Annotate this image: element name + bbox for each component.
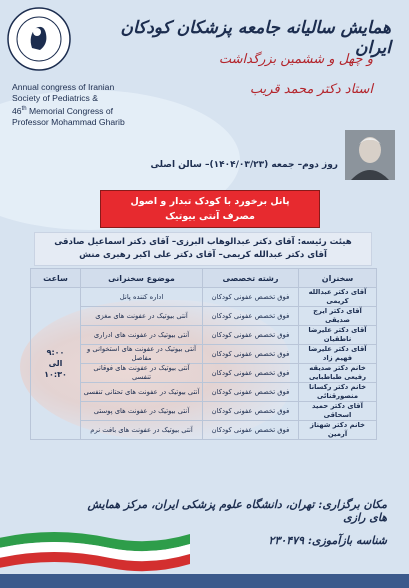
topic-cell: آنتی بیوتیک در عفونت های مغزی bbox=[81, 307, 203, 326]
table-row bbox=[31, 364, 377, 383]
table-row bbox=[31, 326, 377, 345]
topic-cell: آنتی بیوتیک در عفونت های بافت نرم bbox=[81, 421, 203, 440]
congress-title: همایش سالیانه جامعه پزشکان کودکان ایران bbox=[120, 18, 391, 58]
speaker-cell: آقای دکتر عبدالله کریمی bbox=[299, 288, 377, 307]
speaker-cell: آقای دکتر علیرضا ناطقیان bbox=[299, 326, 377, 345]
specialty-cell: فوق تخصص عفونی کودکان bbox=[203, 402, 299, 421]
venue-text: مکان برگزاری: تهران، دانشگاه علوم پزشکی ایران، مرکز همایش های رازی bbox=[87, 498, 387, 524]
topic-cell: آنتی بیوتیک در عفونت های ادراری bbox=[81, 326, 203, 345]
table-row bbox=[31, 288, 377, 307]
schedule-table-wrapper bbox=[30, 268, 376, 440]
specialty-cell: فوق تخصص عفونی کودکان bbox=[203, 307, 299, 326]
session-day: روز دوم– جمعه (۱۴۰۴/۰۳/۲۳)– سالن اصلی bbox=[150, 160, 338, 170]
table-row bbox=[31, 402, 377, 421]
specialty-cell: فوق تخصص عفونی کودکان bbox=[203, 326, 299, 345]
topic-cell: آنتی بیوتیک در عفونت های استخوانی و مفاصل bbox=[81, 345, 203, 364]
retraining-code: شناسه بازآموزی: ۲۳۰۴۷۹ bbox=[268, 534, 387, 547]
bottom-bar bbox=[0, 574, 409, 588]
specialty-cell: فوق تخصص عفونی کودکان bbox=[203, 288, 299, 307]
header-speakers: سخنران bbox=[299, 269, 377, 288]
professor-portrait bbox=[345, 130, 395, 180]
topic-cell: آنتی بیوتیک در عفونت های پوستی bbox=[81, 402, 203, 421]
speaker-cell: آقای دکتر علیرضا فهیم زاد bbox=[299, 345, 377, 364]
speaker-cell: آقای دکتر حمید اسحاقی bbox=[299, 402, 377, 421]
specialty-cell: فوق تخصص عفونی کودکان bbox=[203, 364, 299, 383]
speaker-cell: خانم دکتر صدیقه رفیعی طباطبایی bbox=[299, 364, 377, 383]
memorial-subtitle: و چهل و ششمین بزرگداشت bbox=[218, 52, 373, 67]
header-specialty: رشته تخصصی bbox=[203, 269, 299, 288]
table-row bbox=[31, 421, 377, 440]
specialty-cell: فوق تخصص عفونی کودکان bbox=[203, 383, 299, 402]
english-title: Annual congress of Iranian Society of Pediatrics & 46th Memorial Congress of Professor Mohammad Gharib bbox=[12, 82, 125, 127]
topic-cell: آنتی بیوتیک در عفونت های فوقانی تنفسی bbox=[81, 364, 203, 383]
society-logo bbox=[6, 6, 72, 72]
topic-cell: آنتی بیوتیک در عفونت های تحتانی تنفسی bbox=[81, 383, 203, 402]
table-header-row bbox=[31, 269, 377, 288]
header-time: ساعت bbox=[31, 269, 81, 288]
table-row bbox=[31, 345, 377, 364]
header-topic: موضوع سخنرانی bbox=[81, 269, 203, 288]
speaker-cell: آقای دکتر ایرج صدیقی bbox=[299, 307, 377, 326]
iran-flag-ribbon bbox=[0, 520, 190, 580]
topic-cell: اداره کننده پانل bbox=[81, 288, 203, 307]
panel-title: پانل برخورد با کودک تبدار و اصول مصرف آنتی بیوتیک bbox=[100, 190, 320, 228]
speaker-cell: خانم دکتر رکسانا منصورقنائی bbox=[299, 383, 377, 402]
specialty-cell: فوق تخصص عفونی کودکان bbox=[203, 421, 299, 440]
table-row bbox=[31, 383, 377, 402]
professor-name: استاد دکتر محمد قریب bbox=[249, 82, 373, 97]
presiding-board: هیئت رئیسه: آقای دکتر عبدالوهاب البرزی– آقای دکتر اسماعیل صادقی آقای دکتر عبدالله کریمی– آقای دکتر علی اکبر رهبری منش bbox=[34, 232, 372, 266]
specialty-cell: فوق تخصص عفونی کودکان bbox=[203, 345, 299, 364]
schedule-table bbox=[30, 268, 377, 440]
speaker-cell: خانم دکتر شهناز آرمین bbox=[299, 421, 377, 440]
session-time: ۹:۰۰ الی ۱۰:۳۰ bbox=[31, 288, 81, 440]
table-row bbox=[31, 307, 377, 326]
